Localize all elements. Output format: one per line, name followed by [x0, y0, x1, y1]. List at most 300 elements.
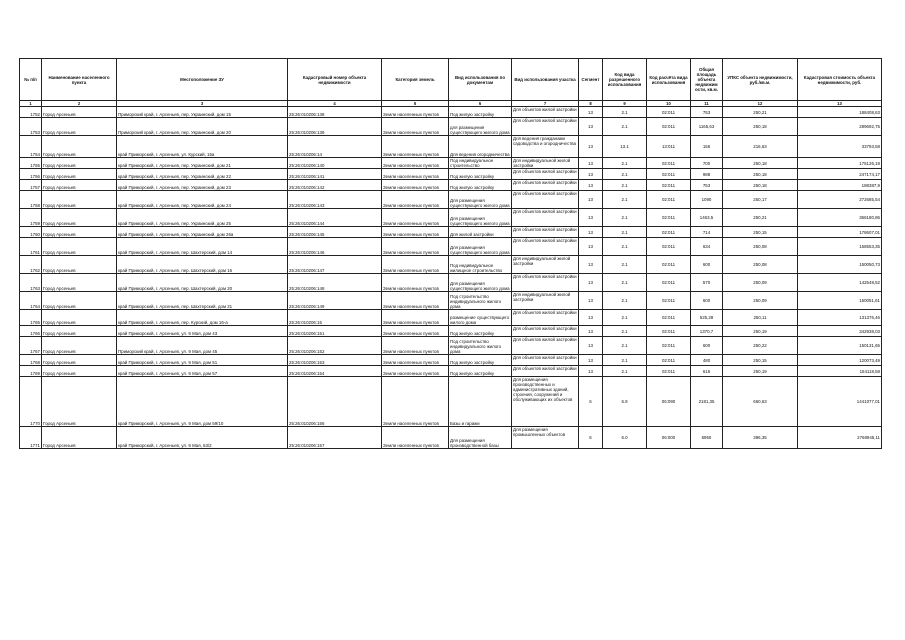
column-number: 12: [723, 101, 798, 107]
permitted-use-code-cell: 2.1: [603, 366, 647, 377]
settlement-cell: Город Арсеньев: [42, 107, 117, 118]
calc-code-cell: 02:011: [647, 169, 691, 180]
use-by-documents-cell: Под жилую застройку: [449, 180, 512, 191]
land-category-cell: Земли населенных пунктов: [382, 238, 449, 256]
row-number-cell: 1761: [20, 238, 42, 256]
location-cell: край Приморский, г. Арсеньев, пер. Украинский, дом 23: [117, 180, 288, 191]
calc-code-cell: 02:011: [647, 107, 691, 118]
permitted-use-code-cell: 2.1: [603, 326, 647, 337]
table-row: [20, 158, 882, 169]
segment-cell: 13: [579, 337, 603, 355]
plot-use-cell: Для объектов жилой застройки: [512, 274, 579, 292]
table-row: [20, 169, 882, 180]
calc-code-cell: 02:011: [647, 158, 691, 169]
calc-code-cell: 02:011: [647, 355, 691, 366]
row-number-cell: 1759: [20, 209, 42, 227]
row-number-cell: 1763: [20, 274, 42, 292]
col-header-location: Местоположение ЗУ: [117, 59, 288, 101]
segment-cell: 13: [579, 274, 603, 292]
plot-use-cell: Для объектов жилой застройки: [512, 227, 579, 238]
area-cell: 2181,35: [691, 377, 723, 427]
calc-code-cell: 06:000: [647, 427, 691, 449]
col-header-segment: Сегмент: [579, 59, 603, 101]
plot-use-cell: Для размещения промышленных объектов: [512, 427, 579, 449]
location-cell: Приморский край, г. Арсеньев, пер. Украинский, дом 20: [117, 118, 288, 136]
upks-cell: 250,19: [723, 366, 798, 377]
calc-code-cell: 02:011: [647, 274, 691, 292]
column-number: 6: [449, 101, 512, 107]
segment-cell: 13: [579, 355, 603, 366]
table-row: [20, 427, 882, 449]
permitted-use-code-cell: 2.1: [603, 158, 647, 169]
land-category-cell: Земли населенных пунктов: [382, 427, 449, 449]
upks-cell: 250,21: [723, 107, 798, 118]
column-number: 5: [382, 101, 449, 107]
row-number-cell: 1770: [20, 377, 42, 427]
segment-cell: 13: [579, 158, 603, 169]
plot-use-cell: Для индивидуальной жилой застройки: [512, 158, 579, 169]
land-category-cell: Земли населенных пунктов: [382, 118, 449, 136]
location-cell: край Приморский, г. Арсеньев, ул. 9 Мая, дом 51: [117, 355, 288, 366]
calc-code-cell: 02:011: [647, 180, 691, 191]
column-number: 2: [42, 101, 117, 107]
table-row: [20, 238, 882, 256]
upks-cell: 250,17: [723, 191, 798, 209]
land-category-cell: Земли населенных пунктов: [382, 310, 449, 326]
row-number-cell: 1760: [20, 227, 42, 238]
settlement-cell: Город Арсеньев: [42, 180, 117, 191]
land-category-cell: Земли населенных пунктов: [382, 292, 449, 310]
settlement-cell: Город Арсеньев: [42, 209, 117, 227]
upks-cell: 250,15: [723, 355, 798, 366]
row-number-cell: 1766: [20, 326, 42, 337]
row-number-cell: 1758: [20, 191, 42, 209]
cadastral-value-cell: 272685,54: [798, 191, 882, 209]
cadastral-number-cell: 25:26:010206:151: [288, 326, 382, 337]
plot-use-cell: Для размещения производственных и административных зданий, строения, сооружений и обслуживающих их объектов: [512, 377, 579, 427]
table-row: [20, 256, 882, 274]
calc-code-cell: 02:011: [647, 310, 691, 326]
settlement-cell: Город Арсеньев: [42, 158, 117, 169]
use-by-documents-cell: Для размещения существующего жилого дома: [449, 209, 512, 227]
settlement-cell: Город Арсеньев: [42, 427, 117, 449]
upks-cell: 250,08: [723, 256, 798, 274]
location-cell: край Приморский, г. Арсеньев, пер. Шахтерский, дом 21: [117, 292, 288, 310]
upks-cell: 250,11: [723, 310, 798, 326]
settlement-cell: Город Арсеньев: [42, 377, 117, 427]
land-category-cell: Земли населенных пунктов: [382, 169, 449, 180]
location-cell: край Приморский, г. Арсеньев, пер. Украинский, дом 24: [117, 191, 288, 209]
column-number: 1: [20, 101, 42, 107]
upks-cell: 396,35: [723, 427, 798, 449]
use-by-documents-cell: Под индивидуальное жилищное строительство: [449, 256, 512, 274]
settlement-cell: Город Арсеньев: [42, 326, 117, 337]
plot-use-cell: Для объектов жилой застройки: [512, 107, 579, 118]
area-cell: 700: [691, 158, 723, 169]
permitted-use-code-cell: 2.1: [603, 256, 647, 274]
land-category-cell: Земли населенных пунктов: [382, 227, 449, 238]
use-by-documents-cell: Для размещения существующего жилого дома: [449, 238, 512, 256]
area-cell: 600: [691, 256, 723, 274]
use-by-documents-cell: Под индивидуальное строительство: [449, 158, 512, 169]
table-row: [20, 355, 882, 366]
table-row: [20, 180, 882, 191]
table-row: [20, 136, 882, 158]
permitted-use-code-cell: 2.1: [603, 191, 647, 209]
column-number: 11: [691, 101, 723, 107]
settlement-cell: Город Арсеньев: [42, 136, 117, 158]
area-cell: 1165,63: [691, 118, 723, 136]
segment-cell: 13: [579, 118, 603, 136]
cadastral-number-cell: 25:26:010206:147: [288, 256, 382, 274]
use-by-documents-cell: Под жилую застройку: [449, 326, 512, 337]
segment-cell: 13: [579, 238, 603, 256]
permitted-use-code-cell: 2.1: [603, 169, 647, 180]
column-number: 7: [512, 101, 579, 107]
permitted-use-code-cell: 6.0: [603, 427, 647, 449]
col-header-plot-use: Вид использования участка: [512, 59, 579, 101]
column-number: 13: [798, 101, 882, 107]
area-cell: 156: [691, 136, 723, 158]
table-row: [20, 326, 882, 337]
upks-cell: 660,63: [723, 377, 798, 427]
area-cell: 480: [691, 355, 723, 366]
cadastral-value-cell: 158553,35: [798, 238, 882, 256]
use-by-documents-cell: Под строительство индивидуального жилого дома: [449, 292, 512, 310]
area-cell: 753: [691, 180, 723, 191]
use-by-documents-cell: Под строительство индивидуального жилого дома: [449, 337, 512, 355]
upks-cell: 216,63: [723, 136, 798, 158]
cadastral-value-cell: 289692,75: [798, 118, 882, 136]
calc-code-cell: 02:011: [647, 191, 691, 209]
upks-cell: 250,15: [723, 227, 798, 238]
land-category-cell: Земли населенных пунктов: [382, 256, 449, 274]
plot-use-cell: Для объектов жилой застройки: [512, 238, 579, 256]
area-cell: 714: [691, 227, 723, 238]
plot-use-cell: Для объектов жилой застройки: [512, 180, 579, 191]
cadastral-number-cell: 25:26:010206:141: [288, 169, 382, 180]
use-by-documents-cell: Под жилую застройку: [449, 107, 512, 118]
use-by-documents-cell: Под жилую застройку: [449, 169, 512, 180]
area-cell: 988: [691, 169, 723, 180]
area-cell: 525,28: [691, 310, 723, 326]
permitted-use-code-cell: 2.1: [603, 310, 647, 326]
cadastral-value-cell: 150051,61: [798, 292, 882, 310]
land-category-cell: Земли населенных пунктов: [382, 209, 449, 227]
calc-code-cell: 02:011: [647, 227, 691, 238]
location-cell: край Приморский, г. Арсеньев, ул. Курский, 16а: [117, 136, 288, 158]
cadastral-number-cell: 25:26:010206:143: [288, 191, 382, 209]
calc-code-cell: 02:011: [647, 292, 691, 310]
upks-cell: 250,08: [723, 238, 798, 256]
segment-cell: 13: [579, 107, 603, 118]
segment-cell: 13: [579, 256, 603, 274]
cadastral-number-cell: 25:26:010206:146: [288, 238, 382, 256]
row-number-cell: 1762: [20, 256, 42, 274]
col-header-upks: УПКС объекта недвижимости, руб./кв.м.: [723, 59, 798, 101]
use-by-documents-cell: размещение существующего жилого дома: [449, 310, 512, 326]
cadastral-value-cell: 1441077,01: [798, 377, 882, 427]
calc-code-cell: 02:011: [647, 337, 691, 355]
plot-use-cell: Для индивидуальной жилой застройки: [512, 256, 579, 274]
upks-cell: 250,21: [723, 209, 798, 227]
cadastral-number-cell: 25:26:010206:157: [288, 427, 382, 449]
cadastral-number-cell: 25:26:010206:148: [288, 274, 382, 292]
use-by-documents-cell: Для жилой застройки: [449, 227, 512, 238]
calc-code-cell: 06:090: [647, 377, 691, 427]
land-category-cell: Земли населенных пунктов: [382, 158, 449, 169]
location-cell: край Приморский, г. Арсеньев, ул. 9 Мая, 63/2: [117, 427, 288, 449]
cadastral-value-table: [19, 58, 882, 449]
table-row: [20, 209, 882, 227]
location-cell: край Приморский, г. Арсеньев, пер. Шахтерский, дом 14: [117, 238, 288, 256]
calc-code-cell: 02:011: [647, 238, 691, 256]
permitted-use-code-cell: 2.1: [603, 227, 647, 238]
col-header-cadastral-value: Кадастровая стоимость объекта недвижимости, руб.: [798, 59, 882, 101]
cadastral-value-cell: 2768945,11: [798, 427, 882, 449]
row-number-cell: 1771: [20, 427, 42, 449]
land-category-cell: Земли населенных пунктов: [382, 326, 449, 337]
row-number-cell: 1757: [20, 180, 42, 191]
permitted-use-code-cell: 2.1: [603, 292, 647, 310]
area-cell: 634: [691, 238, 723, 256]
cadastral-value-cell: 131376,46: [798, 310, 882, 326]
plot-use-cell: Для индивидуальной жилой застройки: [512, 292, 579, 310]
row-number-cell: 1752: [20, 107, 42, 118]
cadastral-value-cell: 142548,52: [798, 274, 882, 292]
land-category-cell: Земли населенных пунктов: [382, 377, 449, 427]
land-category-cell: Земли населенных пунктов: [382, 337, 449, 355]
settlement-cell: Город Арсеньев: [42, 274, 117, 292]
plot-use-cell: Для объектов жилой застройки: [512, 326, 579, 337]
cadastral-number-cell: 25:26:010206:154: [288, 366, 382, 377]
cadastral-number-cell: 25:26:010206:144: [288, 209, 382, 227]
permitted-use-code-cell: 2.1: [603, 238, 647, 256]
cadastral-value-cell: 175126,19: [798, 158, 882, 169]
plot-use-cell: Для объектов жилой застройки: [512, 310, 579, 326]
land-category-cell: Земли населенных пунктов: [382, 355, 449, 366]
cadastral-number-cell: 25:26:010206:139: [288, 118, 382, 136]
plot-use-cell: Для объектов жилой застройки: [512, 337, 579, 355]
use-by-documents-cell: Для ведения огородничества: [449, 136, 512, 158]
calc-code-cell: 13:011: [647, 136, 691, 158]
location-cell: край Приморский, г. Арсеньев, пер. Украинский, дом 25: [117, 209, 288, 227]
location-cell: край Приморский, г. Арсеньев, пер. Шахтерский, дом 20: [117, 274, 288, 292]
settlement-cell: Город Арсеньев: [42, 292, 117, 310]
col-header-index: № п/п: [20, 59, 42, 101]
upks-cell: 250,18: [723, 118, 798, 136]
location-cell: край Приморский, г. Арсеньев, пер. Курский, дом 16-а: [117, 310, 288, 326]
calc-code-cell: 02:011: [647, 209, 691, 227]
segment-cell: 6: [579, 377, 603, 427]
use-by-documents-cell: Для размещения существующего жилого дома: [449, 274, 512, 292]
settlement-cell: Город Арсеньев: [42, 191, 117, 209]
permitted-use-code-cell: 6.9: [603, 377, 647, 427]
calc-code-cell: 02:011: [647, 118, 691, 136]
table-row: [20, 292, 882, 310]
settlement-cell: Город Арсеньев: [42, 310, 117, 326]
table-row: [20, 227, 882, 238]
calc-code-cell: 02:011: [647, 256, 691, 274]
permitted-use-code-cell: 2.1: [603, 209, 647, 227]
col-header-cadastral-number: Кадастровый номер объекта недвижимости: [288, 59, 382, 101]
settlement-cell: Город Арсеньев: [42, 169, 117, 180]
land-category-cell: Земли населенных пунктов: [382, 136, 449, 158]
upks-cell: 250,18: [723, 169, 798, 180]
plot-use-cell: Для объектов жилой застройки: [512, 118, 579, 136]
cadastral-value-cell: 150131,65: [798, 337, 882, 355]
col-header-use-by-documents: Вид использования по документам: [449, 59, 512, 101]
row-number-cell: 1768: [20, 355, 42, 366]
cadastral-number-cell: 25:26:010206:140: [288, 158, 382, 169]
use-by-documents-cell: Под жилую застройку: [449, 366, 512, 377]
location-cell: край Приморский, г. Арсеньев, пер. Украинский, дом 22: [117, 169, 288, 180]
cadastral-number-cell: 25:26:010206:145: [288, 227, 382, 238]
plot-use-cell: Для объектов жилой застройки: [512, 209, 579, 227]
area-cell: 616: [691, 366, 723, 377]
permitted-use-code-cell: 2.1: [603, 337, 647, 355]
land-category-cell: Земли населенных пунктов: [382, 107, 449, 118]
use-by-documents-cell: Базы и гаражи: [449, 377, 512, 427]
area-cell: 1090: [691, 191, 723, 209]
location-cell: Приморский край, г. Арсеньев, пер. Украинский, дом 15: [117, 107, 288, 118]
permitted-use-code-cell: 2.1: [603, 355, 647, 366]
segment-cell: 13: [579, 310, 603, 326]
location-cell: край Приморский, г. Арсеньев, пер. Украинский, дом 26а: [117, 227, 288, 238]
column-number: 9: [603, 101, 647, 107]
settlement-cell: Город Арсеньев: [42, 118, 117, 136]
cadastral-value-cell: 150050,73: [798, 256, 882, 274]
table-row: [20, 118, 882, 136]
location-cell: Приморский край, г. Арсеньев, ул. 9 Мая, дом 45: [117, 337, 288, 355]
land-category-cell: Земли населенных пунктов: [382, 180, 449, 191]
permitted-use-code-cell: 2.1: [603, 180, 647, 191]
row-number-cell: 1767: [20, 337, 42, 355]
location-cell: край Приморский, г. Арсеньев, ул. 9 Мая, дом 43: [117, 326, 288, 337]
permitted-use-code-cell: 2.1: [603, 107, 647, 118]
use-by-documents-cell: Под жилую застройку: [449, 355, 512, 366]
table-row: [20, 274, 882, 292]
column-number: 4: [288, 101, 382, 107]
location-cell: край Приморский, г. Арсеньев, пер. Шахтерский, дом 16: [117, 256, 288, 274]
plot-use-cell: Для ведения гражданами садоводства и огородничества: [512, 136, 579, 158]
cadastral-value-cell: 247174,17: [798, 169, 882, 180]
cadastral-number-cell: 25:26:010206:152: [288, 337, 382, 355]
segment-cell: 13: [579, 136, 603, 158]
location-cell: край Приморский, г. Арсеньев, ул. 9 Мая, дом 59/10: [117, 377, 288, 427]
segment-cell: 13: [579, 169, 603, 180]
segment-cell: 13: [579, 292, 603, 310]
cadastral-value-cell: 178607,01: [798, 227, 882, 238]
upks-cell: 250,09: [723, 274, 798, 292]
table-row: [20, 310, 882, 326]
use-by-documents-cell: Для размещения производственной базы: [449, 427, 512, 449]
cadastral-number-cell: 25:26:010206:14: [288, 136, 382, 158]
settlement-cell: Город Арсеньев: [42, 366, 117, 377]
location-cell: край Приморский, г. Арсеньев, ул. 9 Мая, дом 57: [117, 366, 288, 377]
area-cell: 600: [691, 337, 723, 355]
settlement-cell: Город Арсеньев: [42, 227, 117, 238]
row-number-cell: 1756: [20, 169, 42, 180]
area-cell: 1370,7: [691, 326, 723, 337]
cadastral-number-cell: 25:26:010206:149: [288, 292, 382, 310]
column-number: 3: [117, 101, 288, 107]
settlement-cell: Город Арсеньев: [42, 238, 117, 256]
col-header-area: Общая площадь объекта недвижим ости, кв.м.: [691, 59, 723, 101]
row-number-cell: 1769: [20, 366, 42, 377]
cadastral-number-cell: 25:26:010206:142: [288, 180, 382, 191]
row-number-cell: 1754: [20, 136, 42, 158]
segment-cell: 13: [579, 326, 603, 337]
area-cell: 600: [691, 292, 723, 310]
permitted-use-code-cell: 13.1: [603, 136, 647, 158]
land-category-cell: Земли населенных пунктов: [382, 366, 449, 377]
cadastral-value-cell: 154118,58: [798, 366, 882, 377]
header-row: [20, 59, 882, 101]
col-header-land-category: Категория земель: [382, 59, 449, 101]
col-header-permitted-use-code: Код вида разрешенного использования: [603, 59, 647, 101]
cadastral-value-cell: 188408,63: [798, 107, 882, 118]
area-cell: 1463,5: [691, 209, 723, 227]
col-header-settlement: Наименование населенного пункта: [42, 59, 117, 101]
row-number-cell: 1765: [20, 310, 42, 326]
cadastral-value-cell: 120073,49: [798, 355, 882, 366]
row-number-cell: 1753: [20, 118, 42, 136]
settlement-cell: Город Арсеньев: [42, 355, 117, 366]
row-number-cell: 1755: [20, 158, 42, 169]
calc-code-cell: 02:011: [647, 366, 691, 377]
table-row: [20, 107, 882, 118]
cadastral-number-cell: 25:26:010206:156: [288, 377, 382, 427]
table-row: [20, 337, 882, 355]
segment-cell: 6: [579, 427, 603, 449]
area-cell: 6950: [691, 427, 723, 449]
area-cell: 753: [691, 107, 723, 118]
settlement-cell: Город Арсеньев: [42, 256, 117, 274]
cadastral-number-cell: 25:26:010206:15: [288, 310, 382, 326]
area-cell: 570: [691, 274, 723, 292]
use-by-documents-cell: Для размещения существующего жилого дома: [449, 191, 512, 209]
segment-cell: 13: [579, 191, 603, 209]
land-category-cell: Земли населенных пунктов: [382, 274, 449, 292]
column-number: 8: [579, 101, 603, 107]
upks-cell: 250,22: [723, 337, 798, 355]
upks-cell: 250,18: [723, 158, 798, 169]
table-row: [20, 377, 882, 427]
segment-cell: 13: [579, 366, 603, 377]
cadastral-value-cell: 188387,9: [798, 180, 882, 191]
row-number-cell: 1764: [20, 292, 42, 310]
settlement-cell: Город Арсеньев: [42, 337, 117, 355]
plot-use-cell: Для объектов жилой застройки: [512, 355, 579, 366]
column-number: 10: [647, 101, 691, 107]
cadastral-value-cell: 342938,03: [798, 326, 882, 337]
upks-cell: 250,18: [723, 180, 798, 191]
calc-code-cell: 02:011: [647, 326, 691, 337]
col-header-calc-code: Код расчёта вида использования: [647, 59, 691, 101]
plot-use-cell: Для объектов жилой застройки: [512, 191, 579, 209]
cadastral-value-cell: 366180,86: [798, 209, 882, 227]
permitted-use-code-cell: 2.1: [603, 118, 647, 136]
cadastral-number-cell: 25:26:010206:138: [288, 107, 382, 118]
cadastral-number-cell: 25:26:010206:153: [288, 355, 382, 366]
location-cell: край Приморский, г. Арсеньев, пер. Украинский, дом 21: [117, 158, 288, 169]
plot-use-cell: Для объектов жилой застройки: [512, 169, 579, 180]
table-row: [20, 191, 882, 209]
segment-cell: 13: [579, 227, 603, 238]
segment-cell: 13: [579, 180, 603, 191]
permitted-use-code-cell: 2.1: [603, 274, 647, 292]
